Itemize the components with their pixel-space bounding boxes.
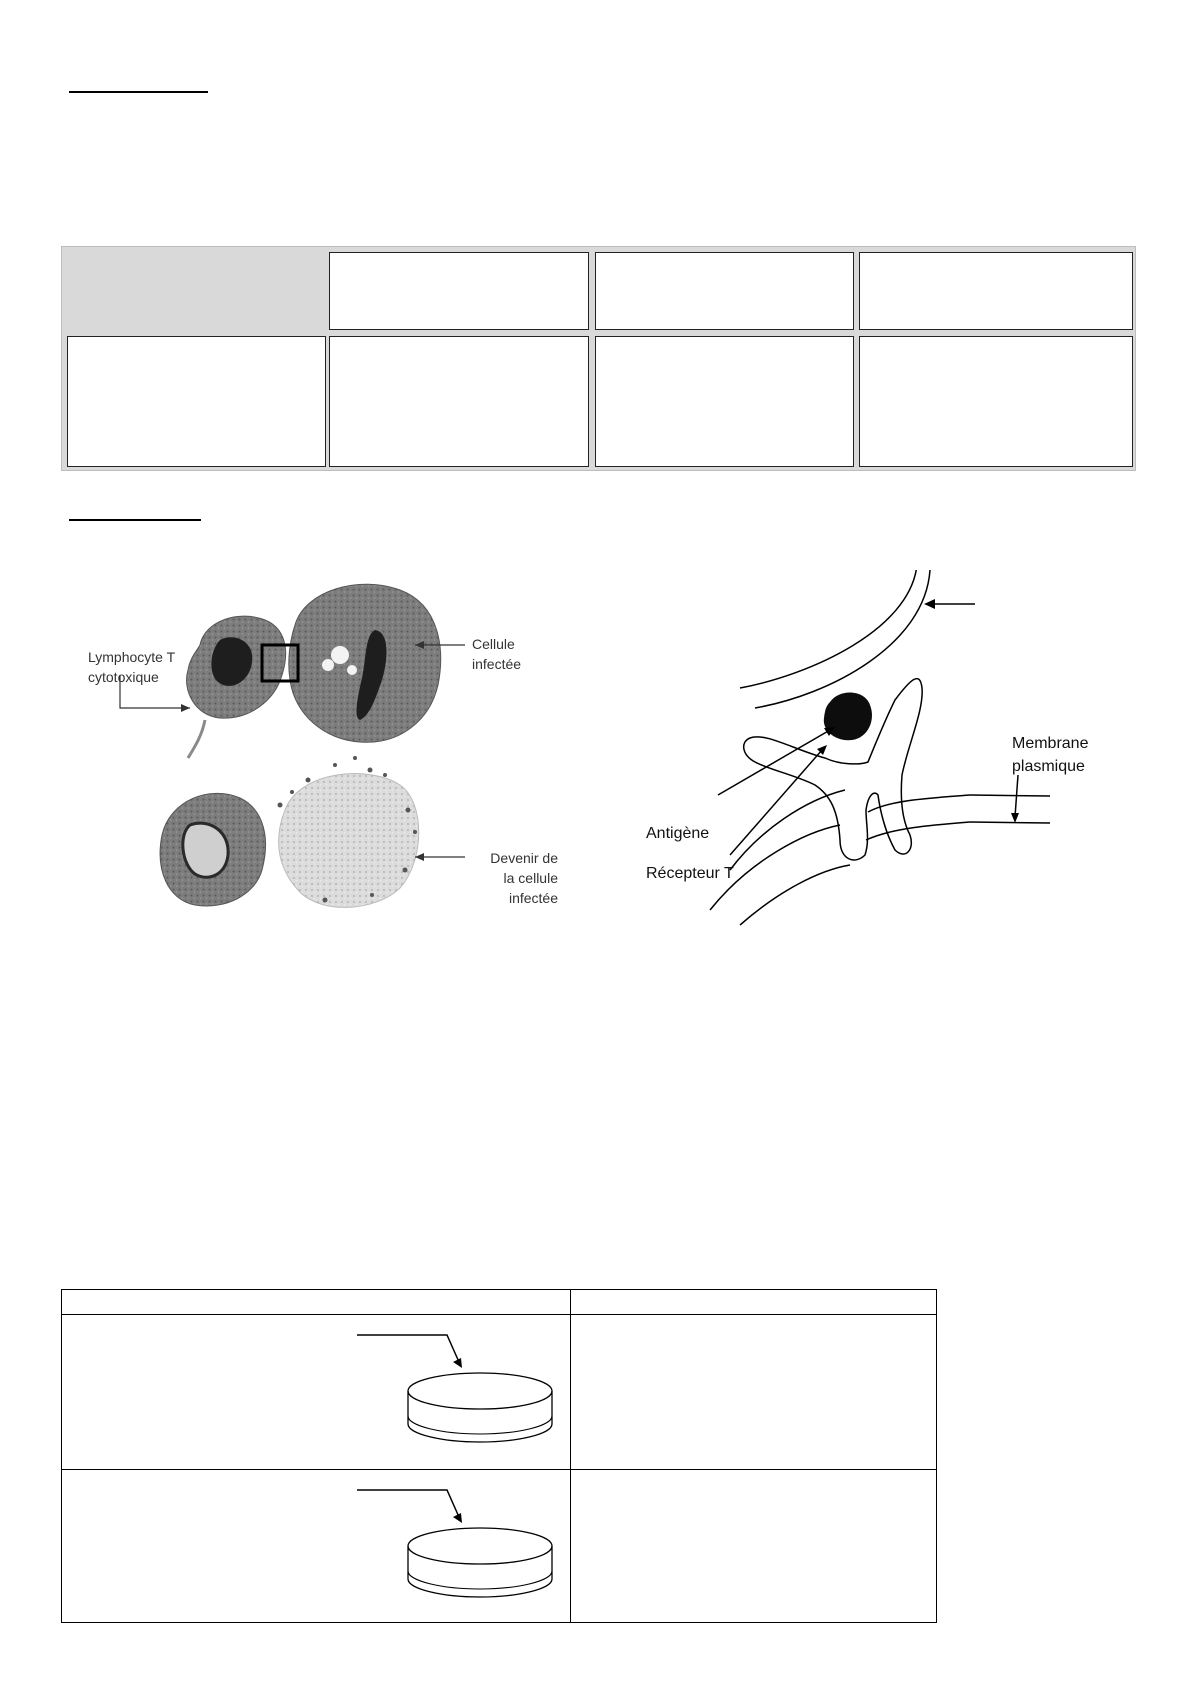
table-divider	[62, 1469, 936, 1470]
table-cell	[859, 252, 1133, 330]
experiment-table	[61, 1289, 937, 1623]
table-divider	[62, 1314, 936, 1315]
table-cell	[595, 336, 854, 467]
antigen-blob	[824, 693, 872, 741]
heading-rule-2	[69, 519, 201, 521]
label-infected-cell-fate: Devenir de la cellule infectée	[490, 850, 558, 906]
table-cell	[595, 252, 854, 330]
table-divider	[570, 1290, 571, 1622]
label-membrane: Membrane plasmique	[1012, 735, 1089, 775]
receptor-diagram	[630, 570, 1110, 940]
label-infected-cell: Cellule infectée	[472, 636, 522, 672]
petri-dish-2	[347, 1471, 567, 1621]
micrograph-drawing	[70, 570, 570, 980]
table-cell	[329, 252, 589, 330]
petri-dish-1	[347, 1316, 567, 1466]
table-cell	[329, 336, 589, 467]
label-lymphocyte: Lymphocyte T cytotoxique	[88, 649, 176, 685]
table-cell	[67, 336, 326, 467]
label-receptor: Récepteur T	[646, 865, 734, 882]
label-antigen: Antigène	[646, 825, 710, 842]
heading-rule-1	[69, 91, 208, 93]
micrograph-figure	[70, 570, 570, 980]
summary-table	[61, 246, 1136, 471]
table-cell	[859, 336, 1133, 467]
